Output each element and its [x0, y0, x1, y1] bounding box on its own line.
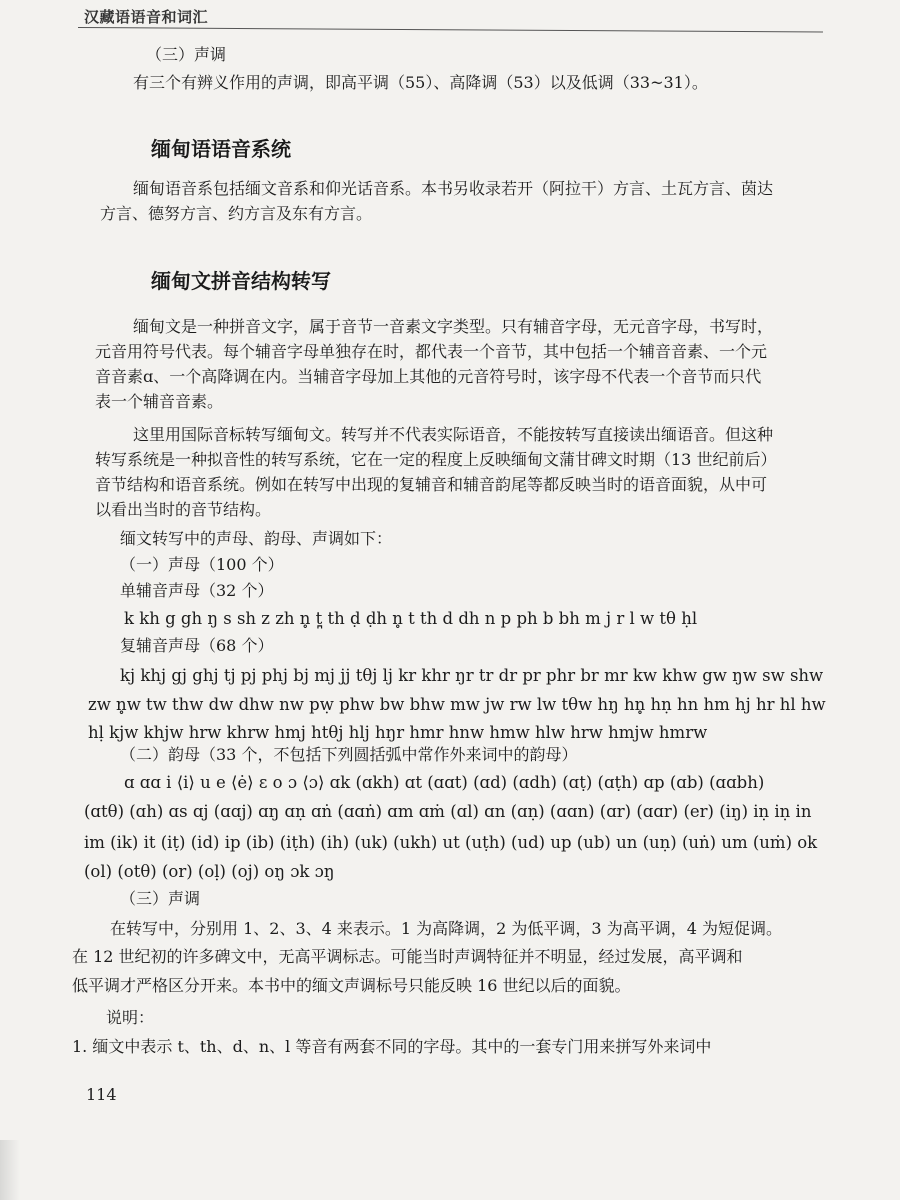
paragraph-line: 转写系统是一种拟音性的转写系统，它在一定的程度上反映缅甸文蒲甘碑文时期（13 世纪前后）: [95, 450, 777, 469]
tones-heading: （三）声调: [120, 889, 201, 908]
paragraph-line: 低平调才严格区分开来。本书中的缅文声调标号只能反映 16 世纪以后的面貌。: [72, 976, 631, 995]
section-title-transcription: 缅甸文拼音结构转写: [151, 269, 331, 293]
cluster-list-line: hḷ kjw khjw hrw khrw hmj htθj hlj hŋr hmr hnw hmw hlw hrw hmjw hmrw: [88, 723, 708, 742]
intro-line: 缅文转写中的声母、韵母、声调如下：: [120, 529, 393, 548]
single-consonant-list: k kh g gh ŋ s sh z zh n̥ t̪ th ḍ ḍh n̥ t th d dh n p ph b bh m j r l w tθ ḥl: [124, 609, 698, 628]
page-edge-shadow: [0, 1140, 20, 1200]
finals-heading: （二）韵母（33 个，不包括下列圆括弧中常作外来词中的韵母）: [120, 745, 578, 764]
paragraph-line: 缅甸文是一种拼音文字，属于音节一音素文字类型。只有辅音字母，无元音字母，书写时，: [133, 317, 774, 336]
paragraph-line: 在转写中，分别用 1、2、3、4 来表示。1 为高降调，2 为低平调，3 为高平调，4 为短促调。: [110, 919, 782, 938]
finals-list-line: (ol) (otθ) (or) (oḷ) (oj) oŋ ɔk ɔŋ: [84, 862, 335, 881]
paragraph-line: 在 12 世纪初的许多碑文中，无高平调标志。可能当时声调特征并不明显，经过发展，高平调和: [72, 947, 743, 966]
paragraph-line: 以看出当时的音节结构。: [95, 500, 272, 519]
paragraph-line: 音节结构和语音系统。例如在转写中出现的复辅音和辅音韵尾等都反映当时的语音面貌，从中可: [95, 475, 768, 494]
page-number: 114: [86, 1085, 117, 1104]
paragraph-line: 表一个辅音音素。: [95, 392, 224, 411]
section-title-burmese-phonology: 缅甸语语音系统: [151, 137, 291, 161]
finals-list-line: ɑ ɑɑ i ⟨i⟩ u e ⟨ė⟩ ɛ o ɔ ⟨ɔ⟩ ɑk (ɑkh) ɑt (ɑɑt) (ɑd) (ɑdh) (ɑṭ) (ɑṭh) ɑp (ɑb) (ɑɑbh): [124, 773, 765, 792]
note-line: 1. 缅文中表示 t、th、d、n、l 等音有两套不同的字母。其中的一套专门用来拼写外来词中: [72, 1037, 712, 1056]
paragraph-line: 这里用国际音标转写缅甸文。转写并不代表实际语音，不能按转写直接读出缅语音。但这种: [133, 425, 774, 444]
paragraph-line: 元音用符号代表。每个辅音字母单独存在时，都代表一个音节，其中包括一个辅音音素、一个元: [95, 342, 768, 361]
running-header-title: 汉藏语语音和词汇: [84, 8, 209, 26]
initials-heading: （一）声母（100 个）: [120, 555, 284, 574]
tone-subheading: （三）声调: [146, 45, 227, 64]
paragraph-line: 音音素ɑ、一个高降调在内。当辅音字母加上其他的元音符号时，该字母不代表一个音节而只代: [95, 367, 762, 386]
paragraph-line: 缅甸语音系包括缅文音系和仰光话音系。本书另收录若开（阿拉干）方言、土瓦方言、茵达: [133, 179, 774, 198]
notes-label: 说明：: [106, 1008, 155, 1027]
cluster-list-line: zw n̥w tw thw dw dhw nw pẉ phw bw bhw mw jw rw lw tθw hŋ hn̥ hṇ hn hm hj hr hl hw: [88, 695, 826, 714]
single-consonant-heading: 单辅音声母（32 个）: [120, 581, 274, 600]
paragraph-line: 方言、德努方言、约方言及东有方言。: [100, 204, 373, 223]
cluster-consonant-heading: 复辅音声母（68 个）: [120, 636, 274, 655]
finals-list-line: im (ik) it (iṭ) (id) ip (ib) (iṭh) (ih) (uk) (ukh) ut (uṭh) (ud) up (ub) un (uṇ) (uṅ) um (uṁ) ok: [84, 833, 818, 852]
cluster-list-line: kj khj gj ghj tj pj phj bj mj jj tθj lj kr khr ŋr tr dr pr phr br mr kw khw gw ŋw sw shw: [120, 666, 824, 685]
header-rule: [78, 27, 823, 33]
tone-description-line: 有三个有辨义作用的声调，即高平调（55）、高降调（53）以及低调（33~31）。: [133, 73, 708, 92]
finals-list-line: (ɑtθ) (ɑh) ɑs ɑj (ɑɑj) ɑŋ ɑṇ ɑṅ (ɑɑṅ) ɑm ɑṁ (ɑl) ɑn (ɑṇ) (ɑɑn) (ɑr) (ɑɑr) (er) (iŋ) iṇ iṇ in: [84, 802, 812, 821]
